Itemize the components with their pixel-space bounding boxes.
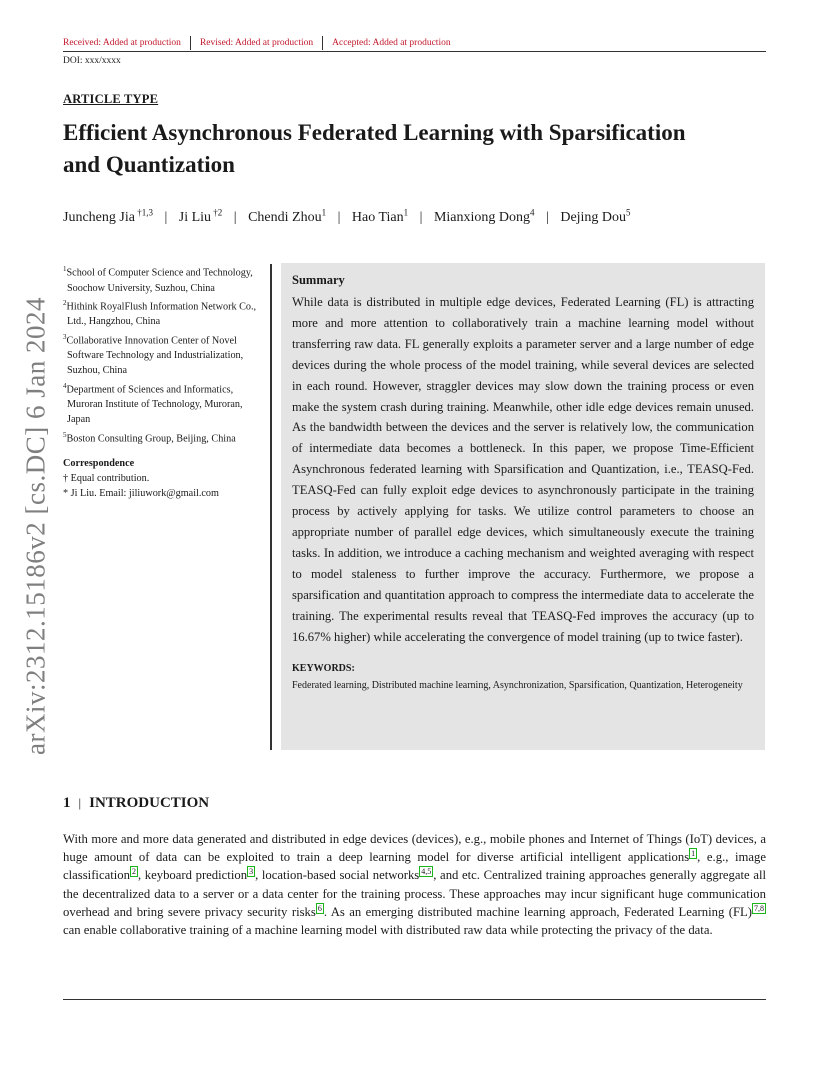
summary-box [281,263,765,750]
publication-dates [63,36,451,50]
affiliation: $^3$Collaborative Innovation Center of Novel Software Technology and Industrialization, Suzhou, China [63,332,244,377]
affiliation: $^1$School of Computer Science and Technology, Soochow University, Suzhou, China [63,265,253,294]
date-separator [190,36,191,50]
section-separator: | [78,795,82,810]
paper-title [63,117,783,181]
citation-link[interactable]: 2 [131,867,136,877]
doi: DOI: xxx/xxxx [63,56,121,66]
keywords-list: Federated learning, Distributed machine learning, Asynchronization, Sparsification, Quantization, Heterogeneity [292,680,743,692]
author: Ji Liu $^{\dagger 2}$ [178,207,223,225]
citation-link[interactable]: 3 [249,867,254,877]
affiliation: $^4$Department of Sciences and Informatics, Muroran Institute of Technology, Muroran, Japan [63,381,243,426]
citation-link[interactable]: 1 [691,848,696,858]
author-separator: | [164,209,168,225]
section-heading [63,795,209,812]
affiliation: $^2$Hithink RoyalFlush Information Network Co., Ltd., Hangzhou, China [63,298,257,328]
author-separator: | [233,209,237,225]
author: Mianxiong Dong$^4$ [433,207,535,225]
article-type: ARTICLE TYPE [63,92,159,106]
author: Dejing Dou$^5$ [560,207,631,225]
accepted-date: Accepted: Added at production [332,38,451,48]
author: Hao Tian$^1$ [351,207,409,225]
author-separator: | [419,209,423,225]
citation-link[interactable]: 6 [317,903,322,913]
affiliations [63,262,268,446]
correspondence-heading: Correspondence [63,458,135,469]
revised-date: Revised: Added at production [199,38,314,48]
received-date: Received: Added at production [63,38,181,48]
summary-heading: Summary [292,273,345,287]
title-line-1: Efficient Asynchronous Federated Learning with Sparsification [63,120,686,145]
author: Juncheng Jia $^{\dagger 1,3}$ [63,207,153,225]
header-rule [63,51,766,52]
keywords-heading: KEYWORDS: [292,663,355,675]
date-separator [322,36,323,50]
citation-link[interactable]: 7,8 [754,903,764,913]
title-line-2: and Quantization [63,152,235,177]
section-number: 1 [63,795,71,811]
arxiv-stamp: arXiv:2312.15186v2 [cs.DC] 6 Jan 2024 [20,297,51,755]
introduction-paragraph: With more and more data generated and distributed in edge devices (devices), e.g., mobile phones and Internet of Things (IoT) devices, a huge amount of data can be exploited to train a deep learning model for diverse artificial intelligent applications $^1$ , e.g., image classification $^2$ , keyboard prediction $^3$ , location-based social networks $^{4,5}$ , and etc. Centralized training approaches generally aggregate all the decentralized data to a server or a data center for the training process. These approaches may incur significant huge communication overhead and bring severe privacy security risks $^6$ . As an emerging distributed machine learning approach, Federated Learning (FL) $^{7,8}$ can enable collaborative training of a machine learning model with distributed raw data while protecting the privacy of the data. [63,832,767,938]
footer-rule [63,999,766,1000]
section-title: INTRODUCTION [89,795,210,811]
corresponding-email: * Ji Liu. Email: jiliuwork@gmail.com [63,488,219,499]
summary-text: While data is distributed in multiple edge devices, Federated Learning (FL) is attracting more and more attention to collaboratively train a machine learning model without transferring raw data. FL generally exploits a parameter server and a large number of edge devices during the whole process of the model training, while several devices are selected in each round. However, straggler devices may slow down the training process or even make the system crash during training. Meanwhile, other idle edge devices remain unused. As the bandwidth between the devices and the server is relatively low, the communication of intermediate data becomes a bottleneck. In this paper, we propose Time-Efficient Asynchronous federated learning with Sparsification and Quantization, i.e., TEASQ-Fed. TEASQ-Fed can fully exploit edge devices to asynchronously participate in the training process by actively applying for tasks. We utilize control parameters to choose an appropriate number of parallel edge devices, which simultaneously execute the training tasks. In addition, we introduce a caching mechanism and weighted averaging with respect to model staleness to further improve the accuracy. Furthermore, we propose a sparsification and quantitation approach to compress the intermediate data to accelerate the training. The experimental results reveal that TEASQ-Fed improves the accuracy (up to 16.67% higher) while accelerating the convergence of model training (up to twice faster). [292,295,754,644]
author-separator: | [337,209,341,225]
correspondence [63,456,268,501]
equal-contribution-note: † Equal contribution. [63,473,150,484]
citation-link[interactable]: 4,5 [421,867,432,877]
summary-divider [270,264,272,750]
affiliation: $^5$Boston Consulting Group, Beijing, China [63,430,236,444]
author-list [63,207,631,226]
author-separator: | [546,209,549,225]
author: Chendi Zhou$^1$ [248,207,327,225]
